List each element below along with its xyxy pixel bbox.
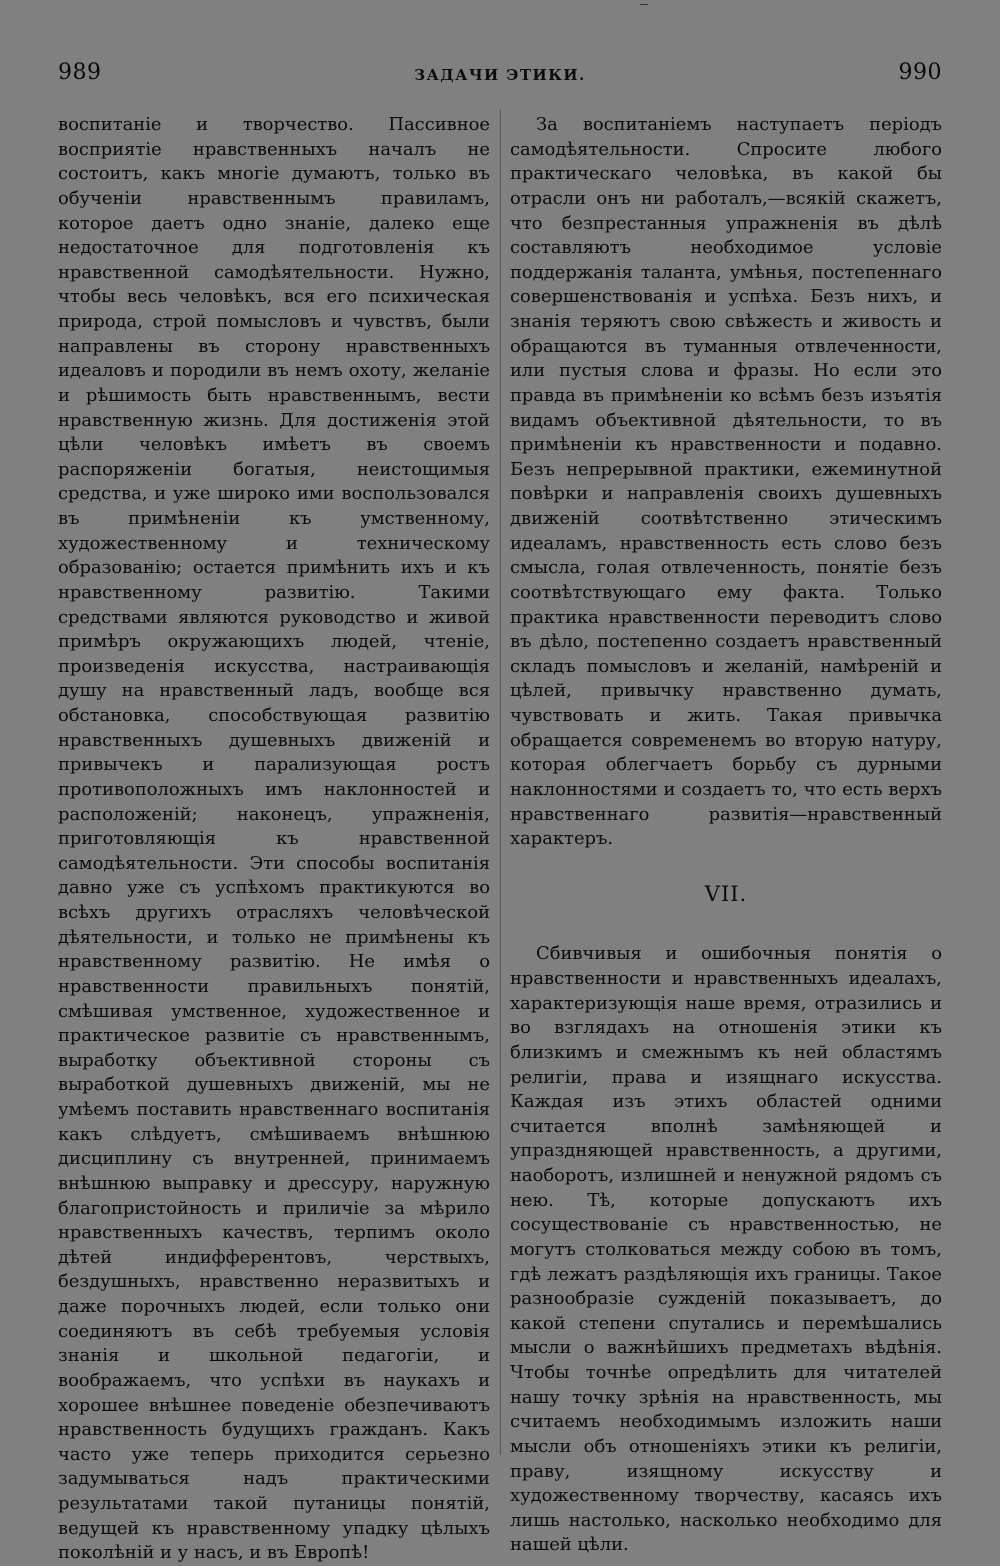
right-page-number: 990 bbox=[898, 60, 942, 85]
right-paragraph-1: За воспитаніемъ наступаетъ періодъ самодѣятельности. Спросите любого практическаго человѣка, въ какой бы отрасли онъ ни работалъ,—всякій скажетъ, что безпрестанныя упражненія въ дѣлѣ составляютъ необходимое условіе поддержанія таланта, умѣнья, постепеннаго совершенствованія и успѣха. Безъ нихъ, и знанія теряютъ свою свѣжесть и живость и обращаются въ туманныя отвлеченности, или пустыя слова и фразы. Но если это правда въ примѣненіи ко всѣмъ безъ изъятія видамъ объективной дѣятельности, то въ примѣненіи къ нравственности и подавно. Безъ непрерывной практики, ежеминутной повѣрки и направленія своихъ душевныхъ движеній соотвѣтственно этическимъ идеаламъ, нравственность есть слово безъ смысла, голая отвлеченность, понятіе безъ соотвѣтствующаго ему факта. Только практика нравственности переводитъ слово въ дѣло, постепенно создаетъ нравственный складъ помысловъ и желаній, намѣреній и цѣлей, привычку нравственно думать, чувствовать и жить. Такая привычка обращается современемъ во вторую натуру, которая облегчаетъ борьбу съ дурными наклонностями и создаетъ то, что есть верхъ нравственнаго развитія—нравственный характеръ. bbox=[510, 114, 942, 850]
left-page-number: 989 bbox=[58, 60, 102, 85]
right-paragraph-2: Сбивчивыя и ошибочныя понятія о нравственности и нравственныхъ идеалахъ, характеризующія наше время, отразились и во взглядахъ на отношенія этики къ близкимъ и смежнымъ къ ней областямъ религіи, права и изящнаго искусства. Каждая изъ этихъ областей одними считается вполнѣ замѣняющей и упраздняющей нравственность, а другими, наоборотъ, излишней и ненужной рядомъ съ нею. Тѣ, которые допускаютъ ихъ сосуществованіе съ нравственностью, не могутъ столковаться между собою въ томъ, гдѣ лежатъ раздѣляющія ихъ границы. Такое разнообразіе сужденій показываетъ, до какой степени спутались и перемѣшались мысли о важнѣйшихъ предметахъ вѣдѣнія. Чтобы точнѣе опредѣлить для читателей нашу точку зрѣнія на нравственность, мы считаемъ необходимымъ изложить наши мысли объ отношеніяхъ этики къ религіи, праву, изящному искусству и художественному творчеству, касаясь ихъ лишь настолько, насколько необходимо для нашей цѣли. bbox=[510, 943, 942, 1556]
column-divider bbox=[500, 110, 501, 1455]
page-header bbox=[58, 60, 942, 90]
left-paragraph-1: воспитаніе и творчество. Пассивное восприятіе нравственныхъ началъ не состоитъ, какъ многіе думаютъ, только въ обученіи нравственнымъ правиламъ, которое даетъ одно знаніе, далеко еще недостаточное для подготовленія къ нравственной самодѣятельности. Нужно, чтобы весь человѣкъ, вся его психическая природа, строй помысловъ и чувствъ, были направлены въ сторону нравственныхъ идеаловъ и породили въ немъ охоту, желаніе и рѣшимость быть нравственнымъ, вести нравственную жизнь. Для достиженія этой цѣли человѣкъ имѣетъ въ своемъ распоряженіи богатыя, неистощимыя средства, и уже широко ими воспользовался въ примѣненіи къ умственному, художественному и техническому образованію; остается примѣнить ихъ и къ нравственному развитію. Такими средствами являются руководство и живой примѣръ окружающихъ людей, чтеніе, произведенія искусства, настраивающія душу на нравственный ладъ, вообще вся обстановка, способствующая развитію нравственныхъ душевныхъ движеній и привычекъ и парализующая ростъ противоположныхъ имъ наклонностей и расположеній; наконецъ, упражненія, приготовляющія къ нравственной самодѣятельности. Эти способы воспитанія давно уже съ успѣхомъ практикуются во всѣхъ другихъ отрасляхъ человѣческой дѣятельности, и только не примѣнены къ нравственному развитію. Не имѣя о нравственности правильныхъ понятій, смѣшивая умственное, художественное и практическое развитіе съ нравственнымъ, выработку объективной стороны съ выработкой душевныхъ движеній, мы не умѣемъ поставить нравственнаго воспитанія какъ слѣдуетъ, смѣшиваемъ внѣшнюю дисциплину съ внутренней, принимаемъ внѣшнюю выправку и дрессуру, наружную благопристойность и приличіе за мѣрило нравственныхъ качествъ, терпимъ около дѣтей индифферентовъ, черствыхъ, бездушныхъ, нравственно неразвитыхъ и даже порочныхъ людей, если только они соединяютъ въ себѣ требуемыя условія знанія и школьной педагогіи, и воображаемъ, что успѣхи въ наукахъ и хорошее внѣшнее поведеніе обезпечиваютъ нравственность будущихъ гражданъ. Какъ часто уже теперь приходится серьезно задумываться надъ практическими результатами такой путаницы понятій, ведущей къ нравственному упадку цѣлыхъ поколѣній и у насъ, и въ Европѣ! bbox=[58, 114, 490, 1564]
section-heading: VII. bbox=[704, 881, 748, 906]
right-column bbox=[510, 113, 942, 1558]
left-column bbox=[58, 113, 490, 1566]
running-title: ЗАДАЧИ ЭТИКИ. bbox=[414, 66, 586, 84]
print-mark bbox=[640, 4, 648, 5]
